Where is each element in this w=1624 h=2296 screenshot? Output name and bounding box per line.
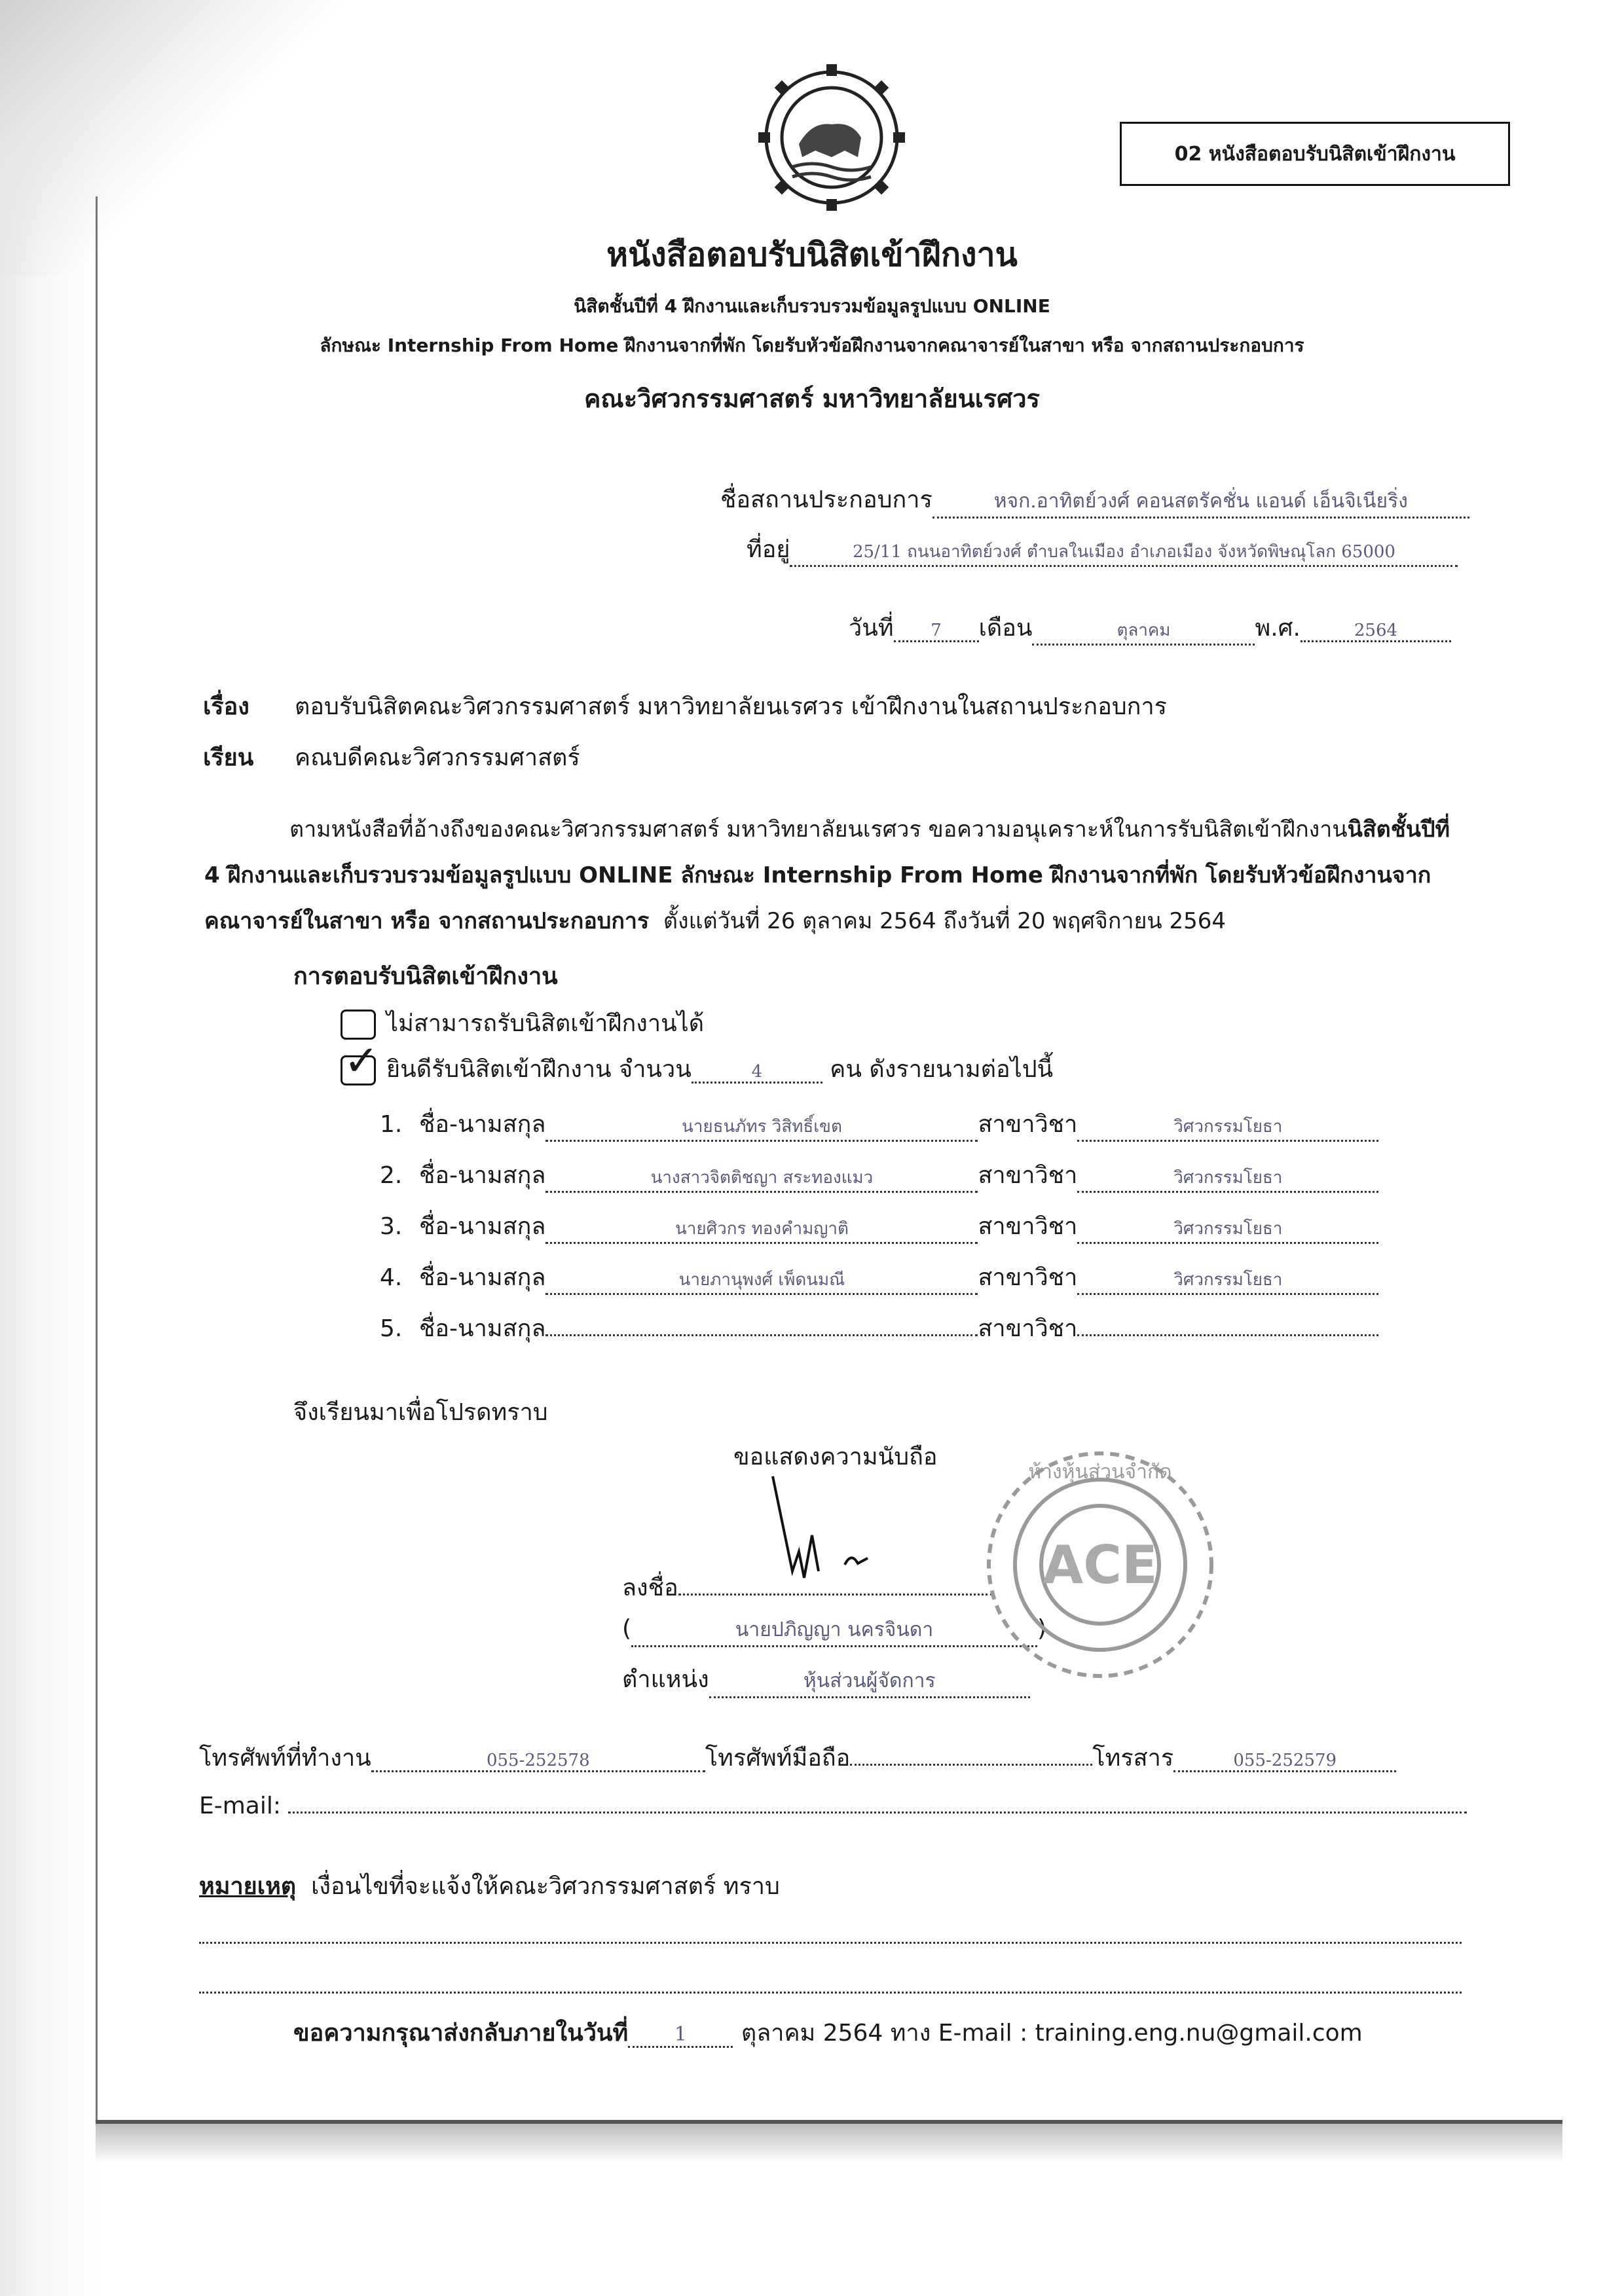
email-value[interactable] [288, 1812, 1467, 1813]
student-name-label: ชื่อ-นามสกุล [419, 1315, 546, 1342]
student-row [380, 1156, 1378, 1207]
form-code-box [1120, 122, 1510, 186]
body-p2-bold: 4 ฝึกงานและเก็บรวบรวมข้อมูลรูปแบบ ONLINE ลักษณะ Internship From Home ฝึกงานจากที่พัก โดยรับหัวข้อฝึกงานจาก [204, 862, 1431, 888]
month-label: เดือน [978, 615, 1033, 642]
signer-name-value[interactable]: นายปภิญญา นครจินดา [631, 1614, 1037, 1647]
acceptance-heading: การตอบรับนิสิตเข้าฝึกงาน [293, 963, 558, 990]
student-no: 4. [380, 1264, 403, 1291]
subject-label: เรื่อง [203, 693, 249, 720]
company-name-label: ชื่อสถานประกอบการ [720, 486, 932, 513]
student-name-value[interactable]: นางสาวจิตติชญา สระทองแมว [545, 1164, 978, 1193]
student-name-value[interactable] [545, 1334, 978, 1336]
header-line-1: นิสิตชั้นปีที่ 4 ฝึกงานและเก็บรวบรวมข้อมูลรูปแบบ ONLINE [574, 295, 1050, 317]
fax-value[interactable]: 055-252579 [1173, 1751, 1396, 1772]
student-major-label: สาขาวิชา [978, 1213, 1078, 1240]
student-name-value[interactable]: นายศิวกร ทองคำมญาติ [545, 1215, 978, 1244]
company-address-label: ที่อยู่ [747, 536, 790, 563]
accept-checkbox[interactable] [341, 1037, 379, 1085]
student-list [380, 1105, 1378, 1360]
student-row [380, 1309, 1378, 1360]
student-no: 1. [380, 1111, 403, 1138]
student-no: 2. [380, 1162, 403, 1189]
student-major-label: สาขาวิชา [978, 1111, 1078, 1138]
stamp-ring-text: ห้างหุ้นส่วนจำกัด [1028, 1461, 1172, 1484]
open-paren: ( [622, 1615, 632, 1642]
office-phone-value[interactable]: 055-252578 [371, 1751, 705, 1772]
university-logo [753, 59, 910, 216]
year-label: พ.ศ. [1255, 615, 1301, 642]
company-name-row [720, 481, 1469, 519]
mobile-phone-value[interactable] [850, 1764, 1092, 1766]
salutation-label: เรียน [203, 744, 254, 771]
return-day: 1 [628, 2023, 733, 2048]
salutation-text: คณบดีคณะวิศวกรรมศาสตร์ [295, 744, 580, 771]
student-row [380, 1258, 1378, 1309]
year-value[interactable]: 2564 [1301, 621, 1451, 642]
student-major-value[interactable]: วิศวกรรมโยธา [1077, 1215, 1378, 1244]
student-no: 3. [380, 1213, 403, 1240]
office-phone-label: โทรศัพท์ที่ทำงาน [199, 1745, 371, 1772]
sign-line[interactable] [678, 1594, 993, 1595]
checkmark-icon: ✓ [344, 1037, 379, 1085]
sign-label: ลงชื่อ [622, 1575, 678, 1601]
option-accept-row [341, 1037, 1054, 1087]
student-name-value[interactable]: นายภานุพงศ์ เพ็ดนมณี [545, 1266, 978, 1295]
month-value[interactable]: ตุลาคม [1032, 617, 1255, 646]
note-text: เงื่อนไขที่จะแจ้งให้คณะวิศวกรรมศาสตร์ ทราบ [311, 1873, 780, 1900]
company-address-row [747, 530, 1458, 568]
body-paragraph [204, 807, 1449, 944]
option-reject-label: ไม่สามารถรับนิสิตเข้าฝึกงานได้ [386, 1010, 705, 1037]
note-line-1[interactable] [199, 1942, 1462, 1944]
student-row [380, 1105, 1378, 1156]
close-paren: ) [1037, 1615, 1047, 1642]
body-p3-text: ตั้งแต่วันที่ 26 ตุลาคม 2564 ถึงวันที่ 20 พฤศจิกายน 2564 [663, 908, 1227, 934]
student-major-value[interactable]: วิศวกรรมโยธา [1077, 1113, 1378, 1142]
company-name-value[interactable]: หจก.อาทิตย์วงศ์ คอนสตรัคชั่น แอนด์ เอ็นจิเนียริ่ง [932, 486, 1469, 519]
return-prefix: ขอความกรุณาส่งกลับภายในวันที่ [293, 2020, 629, 2047]
closing-line: จึงเรียนมาเพื่อโปรดทราบ [293, 1399, 548, 1426]
return-notice [293, 2014, 1363, 2051]
reject-checkbox[interactable] [341, 1010, 376, 1040]
document-title: หนังสือตอบรับนิสิตเข้าฝึกงาน [606, 236, 1018, 274]
student-name-label: ชื่อ-นามสกุล [419, 1111, 546, 1138]
student-name-label: ชื่อ-นามสกุล [419, 1264, 546, 1291]
student-major-label: สาขาวิชา [978, 1264, 1078, 1291]
option-accept-prefix: ยินดีรับนิสิตเข้าฝึกงาน จำนวน [386, 1056, 692, 1083]
subject-row [203, 687, 1167, 725]
student-count-value[interactable]: 4 [692, 1062, 822, 1084]
student-major-value[interactable]: วิศวกรรมโยธา [1077, 1266, 1378, 1295]
note-line-2[interactable] [199, 1992, 1462, 1994]
note-row [199, 1867, 780, 1904]
body-p3-bold: คณาจารย์ในสาขา หรือ จากสถานประกอบการ [204, 908, 650, 934]
page-left-edge [96, 196, 98, 2128]
faculty-name: คณะวิศวกรรมศาสตร์ มหาวิทยาลัยนเรศวร [584, 384, 1040, 413]
form-code: 02 หนังสือตอบรับนิสิตเข้าฝึกงาน [1174, 142, 1456, 166]
position-label: ตำแหน่ง [622, 1666, 709, 1693]
student-name-label: ชื่อ-นามสกุล [419, 1213, 546, 1240]
student-name-label: ชื่อ-นามสกุล [419, 1162, 546, 1189]
company-address-value[interactable]: 25/11 ถนนอาทิตย์วงศ์ ตำบลในเมือง อำเภอเมือง จังหวัดพิษณุโลก 65000 [790, 538, 1458, 567]
student-row [380, 1207, 1378, 1258]
fax-label: โทรสาร [1092, 1745, 1174, 1772]
body-p1-text: ตามหนังสือที่อ้างถึงของคณะวิศวกรรมศาสตร์ มหาวิทยาลัยนเรศวร ขอความอนุเคราะห์ในการรับนิสิตเข้าฝึกงาน [289, 816, 1348, 843]
student-major-label: สาขาวิชา [978, 1162, 1078, 1189]
contact-phone-row [199, 1739, 1396, 1776]
day-label: วันที่ [849, 615, 894, 642]
student-major-value[interactable] [1077, 1334, 1378, 1336]
page-bottom-shadow [96, 2124, 1562, 2163]
student-name-value[interactable]: นายธนภัทร วิสิทธิ์เขต [545, 1113, 978, 1142]
student-no: 5. [380, 1315, 403, 1342]
salutation-row [203, 738, 580, 776]
student-major-label: สาขาวิชา [978, 1315, 1078, 1342]
day-value[interactable]: 7 [894, 621, 979, 642]
date-row [849, 609, 1451, 646]
student-major-value[interactable]: วิศวกรรมโยธา [1077, 1164, 1378, 1193]
company-stamp [969, 1434, 1231, 1696]
subject-text: ตอบรับนิสิตคณะวิศวกรรมศาสตร์ มหาวิทยาลัยนเรศวร เข้าฝึกงานในสถานประกอบการ [295, 693, 1168, 720]
note-label: หมายเหตุ [199, 1873, 297, 1900]
closing-regards: ขอแสดงความนับถือ [733, 1444, 938, 1470]
option-accept-suffix: คน ดังรายนามต่อไปนี้ [830, 1056, 1054, 1083]
sign-row [622, 1569, 993, 1606]
stamp-center-text: ACE [1043, 1535, 1158, 1595]
mobile-phone-label: โทรศัพท์มือถือ [705, 1745, 851, 1772]
position-value[interactable]: หุ้นส่วนผู้จัดการ [709, 1666, 1030, 1698]
option-reject-row [341, 1004, 704, 1042]
email-label: E-mail: [199, 1793, 281, 1819]
return-suffix: ตุลาคม 2564 ทาง E-mail : training.eng.nu@gmail.com [741, 2020, 1363, 2047]
header-line-2: ลักษณะ Internship From Home ฝึกงานจากที่พัก โดยรับหัวข้อฝึกงานจากคณาจารย์ในสาขา หรือ จากสถานประกอบการ [320, 335, 1304, 356]
contact-email-row [199, 1793, 1467, 1819]
body-p1-bold: นิสิตชั้นปีที่ [1347, 816, 1450, 843]
